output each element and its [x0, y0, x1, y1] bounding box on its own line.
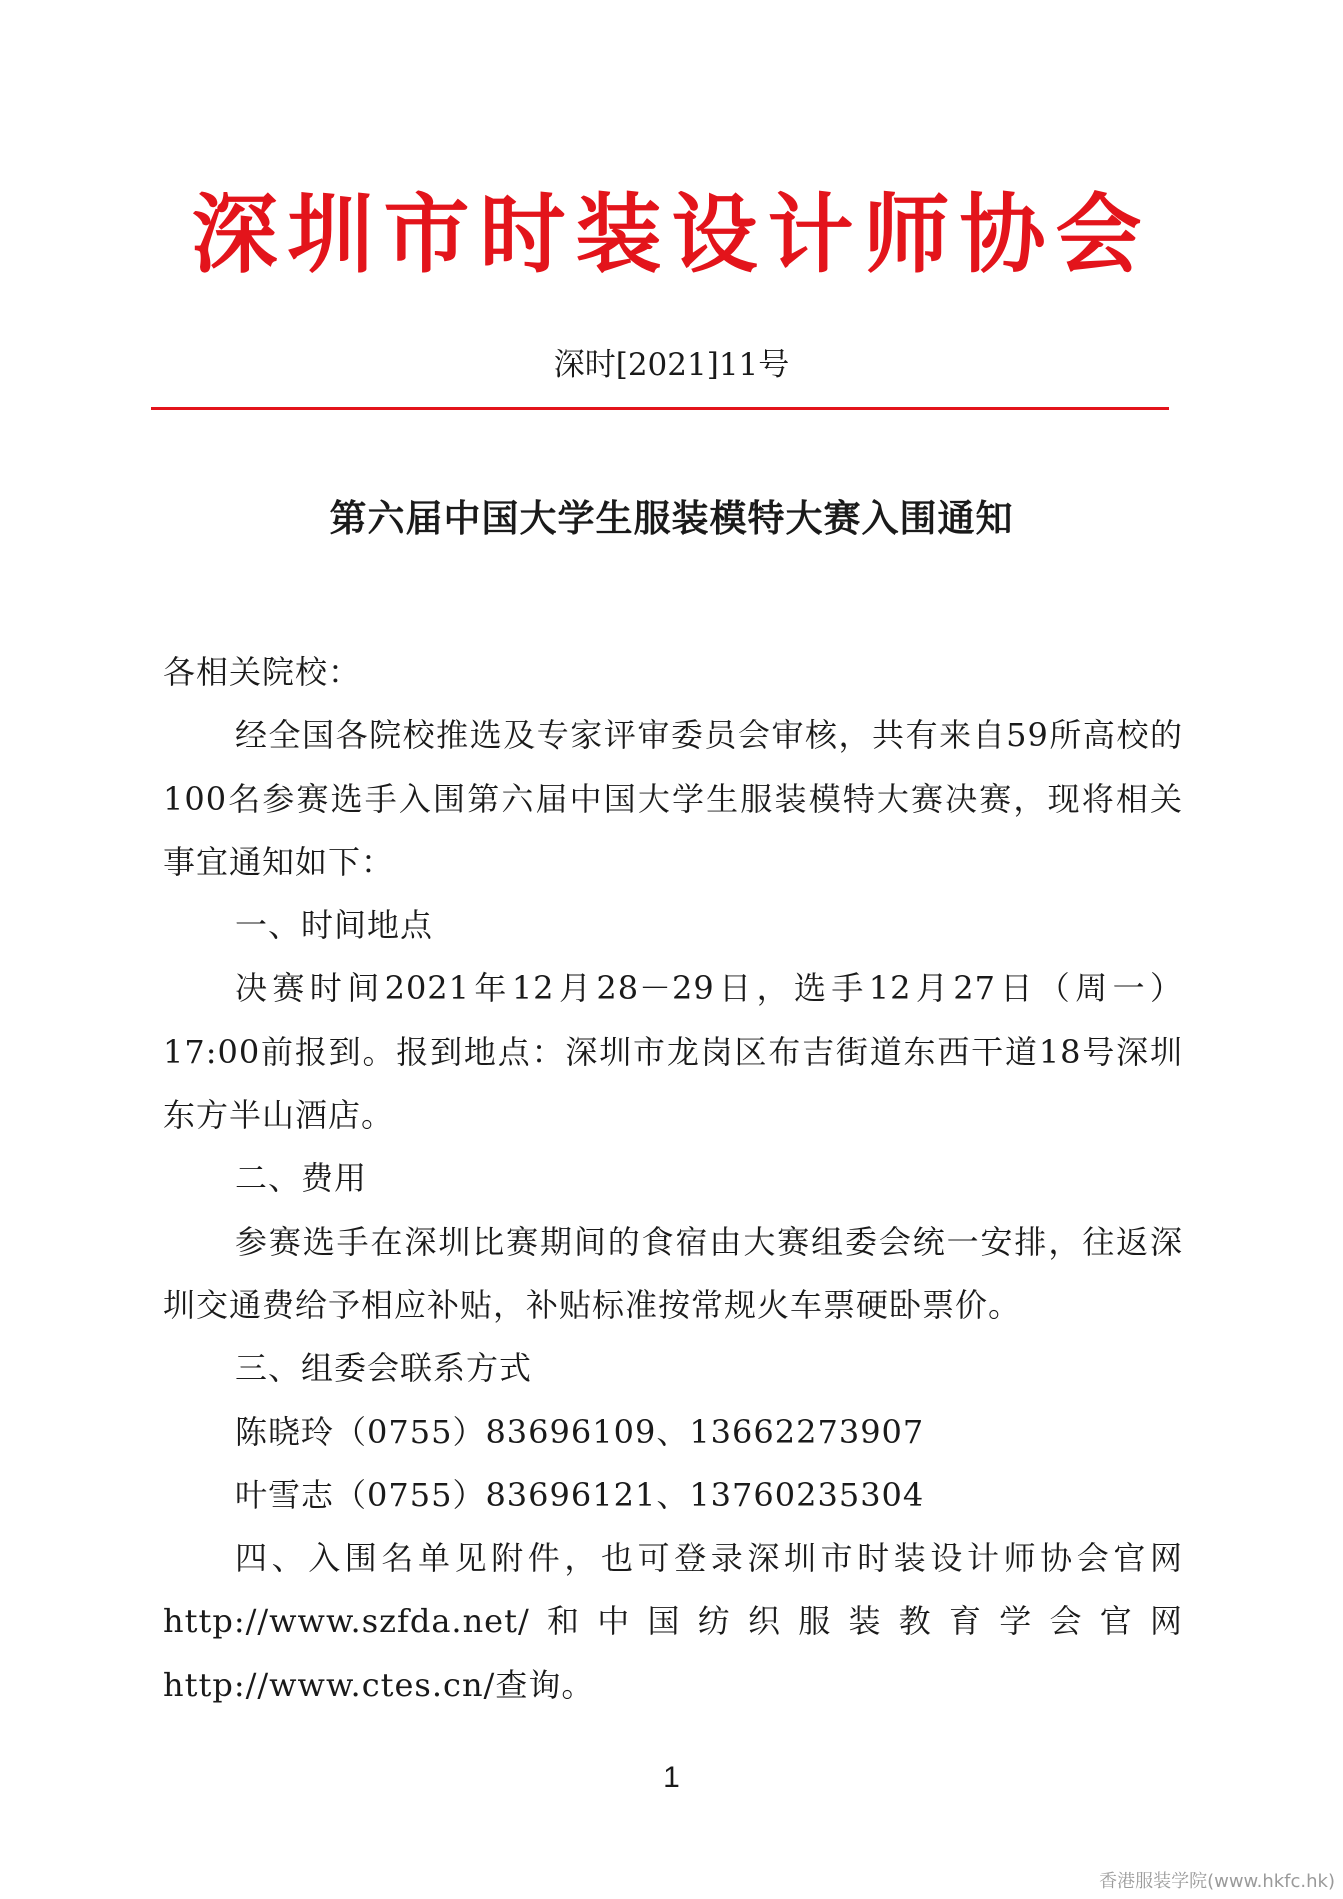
section-heading-contacts: 三、组委会联系方式 — [235, 1349, 533, 1388]
watermark: 香港服装学院(www.hkfc.hk) — [1099, 1871, 1335, 1892]
intro-paragraph: 经全国各院校推选及专家评审委员会审核，共有来自59所高校的100名参赛选手入围第六届中国大学生服装模特大赛决赛，现将相关事宜通知如下： — [163, 716, 1183, 881]
notice-body — [163, 641, 1183, 1717]
section-heading-fees: 二、费用 — [235, 1159, 368, 1198]
notice-title: 第六届中国大学生服装模特大赛入围通知 — [329, 496, 1014, 540]
page-number: 1 — [663, 1761, 680, 1794]
organization-title: 深圳市时装设计师协会 — [191, 184, 1152, 285]
contact-line: 叶雪志（0755）83696121、13760235304 — [235, 1475, 925, 1514]
section-text-fees: 参赛选手在深圳比赛期间的食宿由大赛组委会统一安排，往返深圳交通费给予相应补贴，补贴标准按常规火车票硬卧票价。 — [163, 1222, 1183, 1324]
contact-line: 陈晓玲（0755）83696109、13662273907 — [235, 1412, 925, 1451]
document-number: 深时[2021]11号 — [553, 347, 790, 383]
salutation: 各相关院校： — [163, 653, 362, 691]
section-text-shortlist: 四、入围名单见附件，也可登录深圳市时装设计师协会官网http://www.szfda.net/和中国纺织服装教育学会官网http://www.ctes.cn/查询。 — [163, 1539, 1183, 1704]
section-text-time-location: 决赛时间2021年12月28－29日，选手12月27日（周一）17:00前报到。报到地点：深圳市龙岗区布吉街道东西干道18号深圳东方半山酒店。 — [163, 969, 1183, 1135]
red-divider — [151, 407, 1169, 410]
section-heading-time-location: 一、时间地点 — [235, 906, 434, 945]
